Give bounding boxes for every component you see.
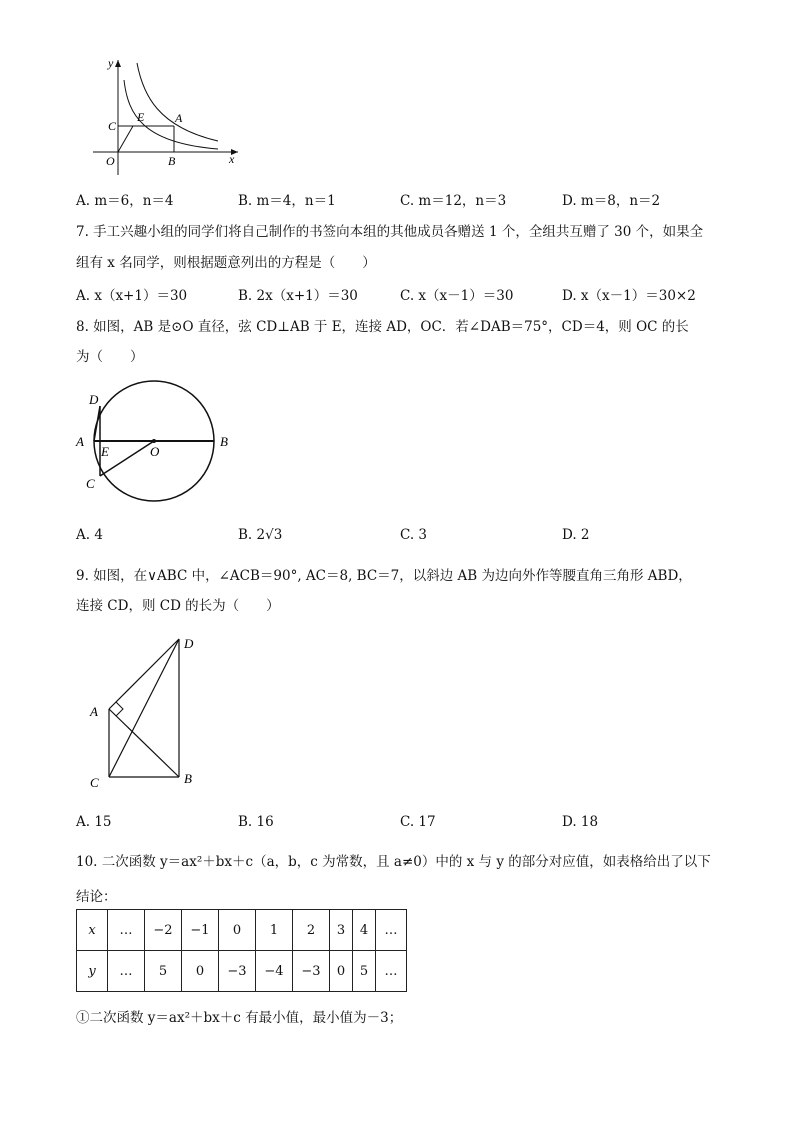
- q7-option-d: D. x（x－1）＝30×2: [562, 288, 696, 304]
- q8-stem-line1: 8. 如图，AB 是⊙O 直径，弦 CD⊥AB 于 E，连接 AD，OC．若∠DAB＝75°，CD＝4，则 OC 的长: [76, 319, 689, 335]
- q7-stem-line2: 组有 x 名同学，则根据题意列出的方程是（ ）: [76, 255, 376, 271]
- table-cell: 0: [182, 951, 219, 992]
- label-c: C: [108, 119, 117, 133]
- label-d: D: [89, 392, 99, 407]
- q6-option-b: B. m＝4，n＝1: [238, 193, 336, 209]
- label-b: B: [184, 771, 192, 786]
- q8-option-d: D. 2: [562, 527, 590, 543]
- table-cell: 0: [330, 951, 353, 992]
- table-cell: …: [376, 951, 407, 992]
- q9-stem-line1: 9. 如图，在∨ABC 中，∠ACB＝90°, AC＝8, BC＝7，以斜边 AB 为边向外作等腰直角三角形 ABD，: [76, 568, 692, 584]
- table-cell: 4: [353, 910, 376, 951]
- table-row-x: [77, 910, 407, 951]
- label-e: E: [137, 110, 145, 124]
- q8-option-a: A. 4: [76, 527, 103, 543]
- q10-stem-line1: 10. 二次函数 y＝ax²＋bx＋c（a，b，c 为常数，且 a≠0）中的 x 与 y 的部分对应值，如表格给出了以下: [76, 854, 711, 870]
- value-table: [76, 909, 407, 992]
- table-row-y: [77, 951, 407, 992]
- label-d: D: [184, 636, 194, 651]
- q10-stem-line2: 结论：: [76, 889, 117, 905]
- label-y: y: [108, 56, 114, 70]
- q7-option-b: B. 2x（x+1）＝30: [238, 288, 358, 304]
- q9-stem-line2: 连接 CD，则 CD 的长为（ ）: [76, 598, 280, 614]
- table-cell: x: [77, 910, 108, 951]
- table-cell: …: [108, 951, 145, 992]
- label-a: A: [90, 704, 98, 719]
- table-cell: 0: [219, 910, 256, 951]
- q9-option-d: D. 18: [562, 814, 599, 830]
- table-cell: 3: [330, 910, 353, 951]
- table-cell: 1: [256, 910, 293, 951]
- label-o: O: [106, 154, 115, 168]
- q7-stem-line1: 7. 手工兴趣小组的同学们将自己制作的书签向本组的其他成员各赠送 1 个，全组共互赠了 30 个，如果全: [76, 224, 704, 240]
- q8-stem-line2: 为（ ）: [76, 349, 144, 365]
- q10-conclusion-1: ①二次函数 y＝ax²＋bx＋c 有最小值，最小值为－3；: [76, 1010, 403, 1026]
- label-c: C: [90, 775, 99, 790]
- hyperbola-figure: [88, 55, 248, 180]
- label-c: C: [86, 476, 95, 491]
- label-e: E: [101, 444, 109, 459]
- label-b: B: [220, 434, 228, 449]
- table-cell: 5: [353, 951, 376, 992]
- q6-option-d: D. m＝8，n＝2: [562, 193, 661, 209]
- table-cell: 2: [293, 910, 330, 951]
- table-cell: …: [376, 910, 407, 951]
- q6-option-c: C. m＝12，n＝3: [400, 193, 507, 209]
- label-a: A: [76, 434, 84, 449]
- table-cell: −3: [219, 951, 256, 992]
- table-cell: −3: [293, 951, 330, 992]
- q9-option-b: B. 16: [238, 814, 274, 830]
- q8-option-b: B. 2√3: [238, 527, 283, 543]
- q7-option-a: A. x（x+1）＝30: [76, 288, 188, 304]
- table-cell: −4: [256, 951, 293, 992]
- circle-figure: [72, 378, 242, 508]
- q6-option-a: A. m＝6，n＝4: [76, 193, 174, 209]
- label-x: x: [229, 152, 235, 166]
- table-cell: 5: [145, 951, 182, 992]
- label-b: B: [168, 154, 176, 168]
- table-cell: −2: [145, 910, 182, 951]
- q7-option-c: C. x（x－1）＝30: [400, 288, 514, 304]
- q9-option-c: C. 17: [400, 814, 436, 830]
- table-cell: y: [77, 951, 108, 992]
- table-cell: …: [108, 910, 145, 951]
- q9-option-a: A. 15: [76, 814, 112, 830]
- q8-option-c: C. 3: [400, 527, 428, 543]
- label-o: O: [150, 444, 160, 459]
- table-cell: −1: [182, 910, 219, 951]
- label-a: A: [175, 111, 183, 125]
- triangle-figure: [85, 632, 215, 792]
